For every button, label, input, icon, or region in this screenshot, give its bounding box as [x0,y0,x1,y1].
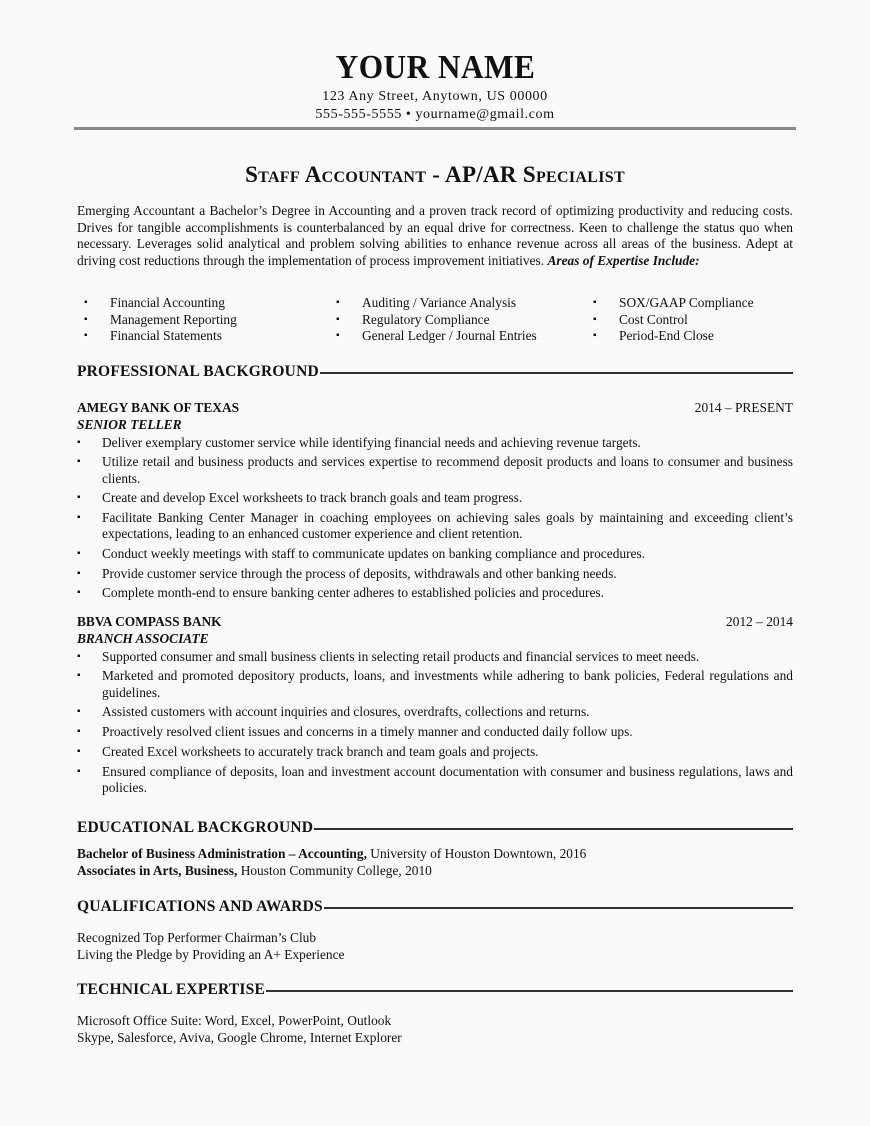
job-bullet: ▪ Complete month-end to ensure banking center adheres to established policies and procedures. [77,585,604,601]
section-heading: PROFESSIONAL BACKGROUND [77,363,319,380]
section-qualifications-awards [77,898,793,916]
company-name: BBVA COMPASS BANK [77,614,222,629]
section-technical-expertise [77,981,793,999]
company-name: AMEGY BANK OF TEXAS [77,400,240,415]
qualification-item: Recognized Top Performer Chairman’s Club [77,930,317,945]
square-bullet-icon: ▪ [77,511,81,523]
header-divider [74,127,796,130]
square-bullet-icon: ▪ [77,725,81,737]
school: Houston Community College, 2010 [237,862,432,878]
square-bullet-icon: ▪ [77,706,81,718]
section-heading: EDUCATIONAL BACKGROUND [77,819,314,836]
square-bullet-icon: ▪ [593,297,597,308]
expertise-item: ▪ Management Reporting [84,311,237,327]
square-bullet-icon: ▪ [77,567,81,579]
job-entry [77,614,793,799]
square-bullet-icon: ▪ [77,456,81,468]
job-bullets [77,435,793,602]
square-bullet-icon: ▪ [84,313,88,325]
expertise-item: ▪ Cost Control [593,311,688,327]
square-bullet-icon: ▪ [77,650,81,662]
section-professional-background [77,363,793,381]
section-divider [324,907,793,909]
summary-text: Emerging Accountant a Bachelor’s Degree in Accounting and a proven track record of optimizing productivity and reducing costs. Drives for tangible accomplishments is counterbalanced by an equal drive for correctness. Keen to challenge the status quo when necessary. Leverages solid analytical and problem solving abilities to enhance revenue across all areas of the business. Adept at driving cost reductions through the implementation of process improvement initiatives. [77,203,793,268]
resume-header [0,0,870,124]
job-role: SENIOR TELLER [77,416,182,432]
education-entry [77,863,793,880]
square-bullet-icon: ▪ [77,436,81,448]
contact-line [0,106,870,124]
expertise-item: ▪ Auditing / Variance Analysis [336,295,517,310]
job-dates: 2014 – PRESENT [694,400,793,415]
square-bullet-icon: ▪ [77,670,81,682]
section-divider [266,990,793,992]
job-bullet: ▪ Ensured compliance of deposits, loan and investment account documentation with consumer and business regulations, laws and policies. [77,763,793,795]
square-bullet-icon: ▪ [336,330,340,341]
square-bullet-icon: ▪ [77,587,81,599]
qualifications-list [77,930,793,963]
job-bullet: ▪ Facilitate Banking Center Manager in coaching employees on achieving sales goals by maintaining and exceeding client’s expectations, leading to an enhanced customer experience and client retention. [77,509,793,542]
job-bullet: ▪ Marketed and promoted depository products, loans, and investments while adhering to bank policies, Federal regulations and guidelines. [77,668,793,700]
square-bullet-icon: ▪ [77,547,81,559]
expertise-grid [84,295,804,345]
email: yourname@gmail.com [415,107,555,122]
job-bullet: ▪ Provide customer service through the process of deposits, withdrawals and other banking needs. [77,565,617,581]
expertise-item: ▪ Financial Statements [84,328,222,343]
job-bullet: ▪ Supported consumer and small business clients in selecting retail products and financial services to meet needs. [77,648,700,664]
square-bullet-icon: ▪ [77,745,81,757]
square-bullet-icon: ▪ [336,297,340,308]
expertise-item: ▪ Financial Accounting [84,295,225,310]
education-list [77,846,793,879]
job-entry [77,400,793,605]
degree: Bachelor of Business Administration – Accounting, [77,846,367,861]
job-bullet: ▪ Proactively resolved client issues and concerns in a timely manner and conducted daily follow ups. [77,723,633,739]
expertise-item: ▪ Period-End Close [593,328,714,343]
section-divider [320,372,793,374]
job-dates: 2012 – 2014 [726,614,793,629]
job-bullet: ▪ Created Excel worksheets to accurately track branch and team goals and projects. [77,743,539,759]
section-heading: QUALIFICATIONS AND AWARDS [77,898,323,915]
job-role: BRANCH ASSOCIATE [77,630,209,646]
summary [77,203,793,269]
technical-item: Skype, Salesforce, Aviva, Google Chrome, Internet Explorer [77,1029,402,1045]
degree: Associates in Arts, Business, [77,862,238,878]
job-bullet: ▪ Conduct weekly meetings with staff to communicate updates on banking compliance and procedures. [77,545,646,561]
phone: 555-555-5555 [315,107,402,122]
job-title: Staff Accountant - AP/AR Specialist [245,162,625,187]
section-heading: TECHNICAL EXPERTISE [77,981,266,998]
square-bullet-icon: ▪ [593,313,597,325]
expertise-label: Areas of Expertise Include: [547,252,700,268]
job-bullet: ▪ Assisted customers with account inquiries and closures, overdrafts, collections and returns. [77,704,590,720]
square-bullet-icon: ▪ [77,765,81,777]
square-bullet-icon: ▪ [336,313,340,325]
square-bullet-icon: ▪ [593,330,597,341]
job-bullets [77,649,793,797]
job-bullet: ▪ Create and develop Excel worksheets to track branch goals and team progress. [77,490,523,506]
expertise-item: ▪ Regulatory Compliance [336,311,490,327]
bullet-separator-icon: • [405,107,412,122]
job-bullet: ▪ Utilize retail and business products and services expertise to recommend deposit products and loans to consumer and business clients. [77,454,793,486]
square-bullet-icon: ▪ [77,492,81,504]
address: 123 Any Street, Anytown, US 00000 [322,89,548,104]
square-bullet-icon: ▪ [84,330,88,341]
square-bullet-icon: ▪ [84,297,88,308]
education-entry [77,846,793,863]
qualification-item: Living the Pledge by Providing an A+ Experience [77,946,345,962]
expertise-item: ▪ General Ledger / Journal Entries [336,328,537,343]
section-educational-background [77,819,793,837]
school: University of Houston Downtown, 2016 [366,846,587,861]
technical-item: Microsoft Office Suite: Word, Excel, PowerPoint, Outlook [77,1013,392,1028]
section-divider [314,828,793,830]
technical-list [77,1013,793,1046]
candidate-name: YOUR NAME [335,49,535,86]
expertise-item: ▪ SOX/GAAP Compliance [593,295,754,310]
job-bullet: ▪ Deliver exemplary customer service while identifying financial needs and achieving revenue targets. [77,434,641,450]
